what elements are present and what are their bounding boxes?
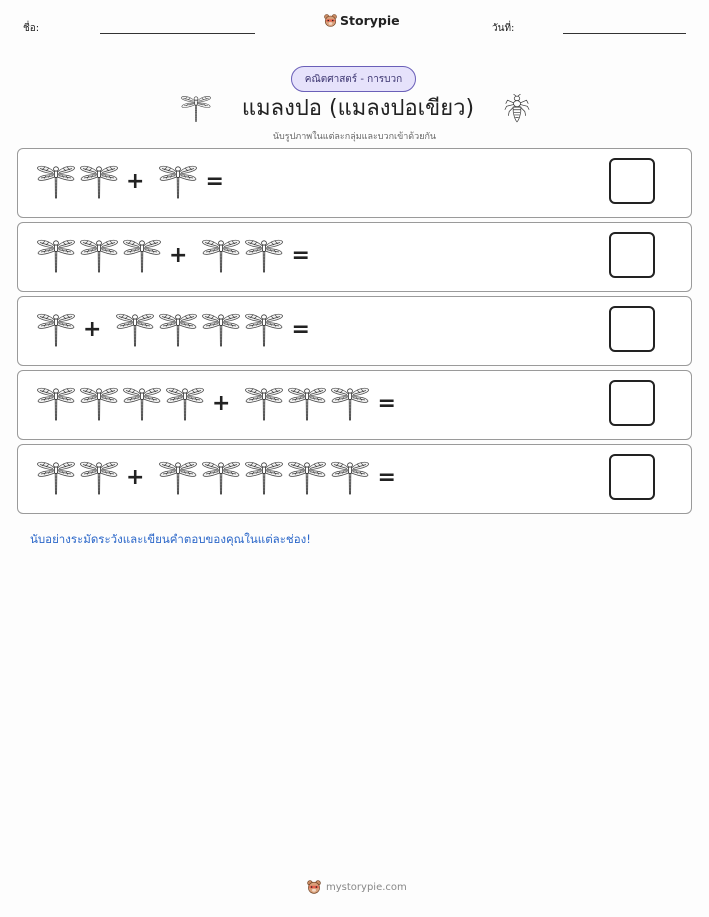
dragonfly-icon (79, 162, 119, 200)
equals-sign: = (291, 242, 310, 268)
answer-box[interactable] (609, 454, 655, 500)
dragonfly-icon (79, 458, 119, 496)
footer-site (306, 879, 407, 895)
instruction-text: นับอย่างระมัดระวังและเขียนคำตอบของคุณในแต่ละช่อง! (30, 532, 311, 546)
nymph-icon (504, 92, 530, 124)
dragonfly-icon (115, 310, 155, 348)
dragonfly-icon (36, 384, 76, 422)
dragonfly-icon (79, 384, 119, 422)
problem-expression (36, 457, 406, 497)
dragonfly-icon (330, 384, 370, 422)
title-row (180, 90, 530, 125)
dragonfly-icon (165, 384, 205, 422)
footer-site-text: mystorypie.com (326, 881, 407, 893)
dragonfly-icon (201, 310, 241, 348)
problem-row (17, 222, 692, 292)
equals-sign: = (205, 168, 224, 194)
plus-sign: + (126, 168, 145, 194)
answer-box[interactable] (609, 306, 655, 352)
plus-sign: + (126, 464, 145, 490)
plus-sign: + (83, 316, 102, 342)
storypie-logo-icon (323, 13, 338, 28)
answer-box[interactable] (609, 158, 655, 204)
dragonfly-icon (36, 458, 76, 496)
dragonfly-icon (158, 162, 198, 200)
storypie-logo-icon (306, 879, 322, 895)
problem-row (17, 296, 692, 366)
dragonfly-icon (244, 310, 284, 348)
dragonfly-icon (201, 458, 241, 496)
subject-badge: คณิตศาสตร์ - การบวก (291, 66, 416, 92)
dragonfly-icon (330, 458, 370, 496)
page-title: แมลงปอ (แมลงปอเขียว) (241, 96, 475, 121)
equals-sign: = (377, 464, 396, 490)
problem-row (17, 444, 692, 514)
dragonfly-icon (122, 384, 162, 422)
brand-name: Storypie (340, 13, 400, 28)
dragonfly-icon (158, 458, 198, 496)
equals-sign: = (377, 390, 396, 416)
dragonfly-icon (244, 236, 284, 274)
problem-row (17, 370, 692, 440)
date-line[interactable] (563, 33, 686, 34)
equals-sign: = (291, 316, 310, 342)
name-line[interactable] (100, 33, 255, 34)
dragonfly-icon (122, 236, 162, 274)
dragonfly-icon (287, 458, 327, 496)
plus-sign: + (169, 242, 188, 268)
dragonfly-icon (79, 236, 119, 274)
answer-box[interactable] (609, 232, 655, 278)
dragonfly-icon (180, 93, 212, 123)
dragonfly-icon (36, 162, 76, 200)
problem-expression (36, 235, 320, 275)
plus-sign: + (212, 390, 231, 416)
dragonfly-icon (244, 384, 284, 422)
problem-expression (36, 383, 406, 423)
name-label: ชื่อ: (23, 23, 40, 34)
dragonfly-icon (201, 236, 241, 274)
dragonfly-icon (244, 458, 284, 496)
brand-logo (323, 13, 400, 28)
answer-box[interactable] (609, 380, 655, 426)
dragonfly-icon (36, 236, 76, 274)
problem-expression (36, 309, 320, 349)
page-subtitle: นับรูปภาพในแต่ละกลุ่มและบวกเข้าด้วยกัน (272, 132, 437, 142)
problem-expression (36, 161, 234, 201)
date-label: วันที่: (492, 23, 515, 34)
dragonfly-icon (36, 310, 76, 348)
dragonfly-icon (158, 310, 198, 348)
problem-row (17, 148, 692, 218)
dragonfly-icon (287, 384, 327, 422)
